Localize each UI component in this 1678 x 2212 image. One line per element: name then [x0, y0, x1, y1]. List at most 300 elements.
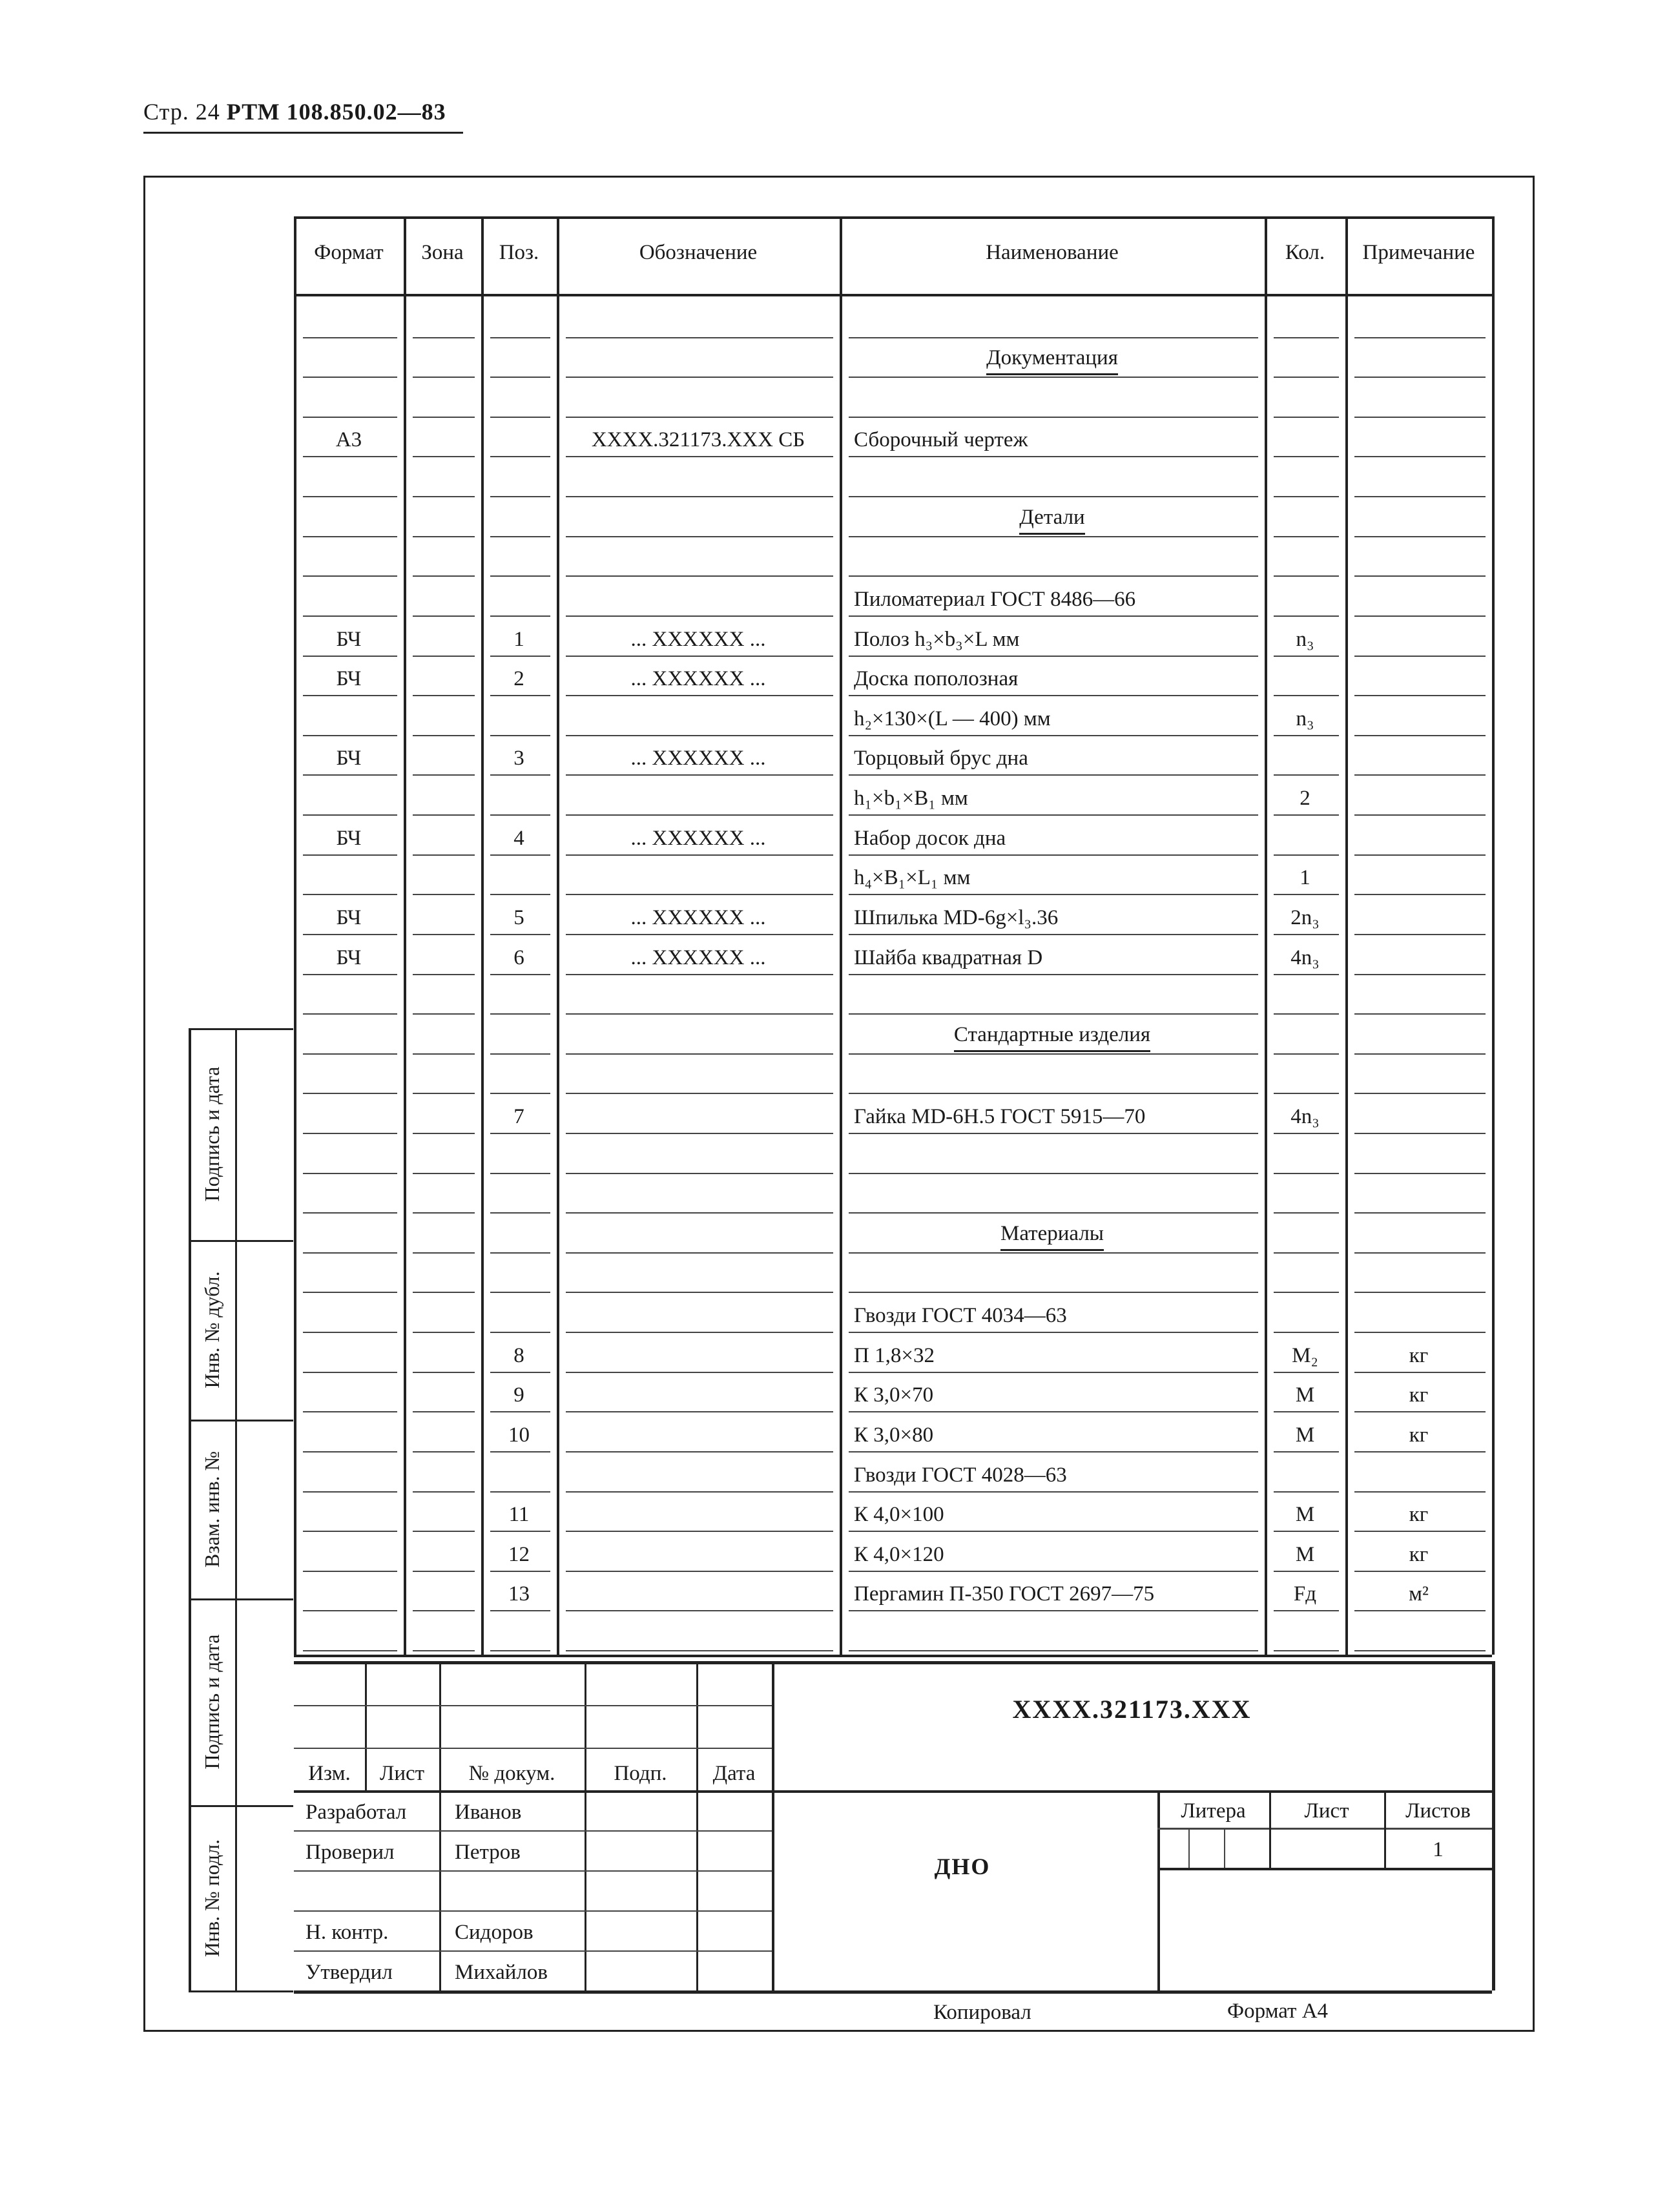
row-separator — [1354, 1332, 1486, 1333]
row-separator — [1274, 974, 1339, 975]
row-separator — [303, 1372, 397, 1373]
row-separator — [1274, 456, 1339, 457]
stamp-name: Петров — [455, 1841, 521, 1864]
row-separator — [1354, 1053, 1486, 1055]
side-label: Подпись и дата — [200, 1066, 223, 1202]
row-separator — [303, 854, 397, 856]
row-separator — [1354, 656, 1486, 657]
row-separator — [566, 695, 833, 696]
row-separator — [413, 1252, 475, 1254]
row-separator — [849, 1650, 1258, 1651]
row-separator — [413, 615, 475, 617]
cell-designation: ... ХХХХХХ ... — [630, 747, 766, 770]
row-separator — [1274, 1411, 1339, 1412]
row-separator — [303, 1650, 397, 1651]
row-separator — [1274, 337, 1339, 338]
side-separator — [189, 1240, 293, 1242]
row-separator — [1354, 854, 1486, 856]
cell-quantity: n₃ — [1296, 627, 1314, 651]
stamp-sub-row — [1157, 1828, 1492, 1830]
row-separator — [303, 377, 397, 378]
cell-quantity: 2n₃ — [1290, 905, 1320, 929]
row-separator — [303, 1610, 397, 1611]
row-separator — [849, 1292, 1258, 1293]
row-separator — [413, 1491, 475, 1493]
row-separator — [490, 337, 550, 338]
stamp-col-izm: Изм. — [308, 1762, 351, 1785]
column-divider — [404, 216, 406, 1655]
row-separator — [849, 934, 1258, 935]
row-separator — [566, 1451, 833, 1452]
cell-name: Доска пополозная — [854, 667, 1019, 691]
row-separator — [413, 1531, 475, 1532]
row-separator — [1354, 934, 1486, 935]
row-separator — [1354, 1013, 1486, 1015]
row-separator — [849, 1053, 1258, 1055]
cell-name: h₂×130×(L — 400) мм — [854, 707, 1051, 730]
row-separator — [1274, 615, 1339, 617]
row-separator — [1354, 1491, 1486, 1493]
section-heading — [840, 347, 1265, 369]
cell-note: кг — [1409, 1383, 1429, 1407]
cell-name: К 3,0×70 — [854, 1383, 934, 1407]
stamp-row-bold — [294, 1790, 1492, 1793]
row-separator — [566, 814, 833, 816]
row-separator — [1274, 1650, 1339, 1651]
row-separator — [849, 1531, 1258, 1532]
row-separator — [1354, 1252, 1486, 1254]
cell-position: 2 — [513, 667, 524, 691]
row-separator — [1354, 1093, 1486, 1094]
header-underline — [143, 132, 463, 134]
row-separator — [413, 496, 475, 497]
cell-quantity: 4n₃ — [1290, 946, 1320, 969]
cell-format: БЧ — [336, 667, 362, 691]
row-separator — [490, 1451, 550, 1452]
stamp-col-sign: Подп. — [614, 1762, 667, 1785]
row-separator — [566, 656, 833, 657]
row-separator — [490, 934, 550, 935]
row-separator — [566, 1053, 833, 1055]
section-heading-materials: Материалы — [1000, 1222, 1104, 1251]
cell-position: 1 — [513, 627, 524, 651]
row-separator — [566, 1013, 833, 1015]
cell-name: Пиломатериал ГОСТ 8486—66 — [854, 587, 1136, 611]
row-separator — [566, 1571, 833, 1572]
cell-quantity: Fд — [1293, 1582, 1317, 1606]
side-separator — [189, 1028, 293, 1030]
cell-designation: ... ХХХХХХ ... — [630, 826, 766, 850]
row-separator — [566, 1332, 833, 1333]
row-separator — [1354, 1650, 1486, 1651]
stamp-name: Михайлов — [455, 1961, 548, 1984]
cell-format: БЧ — [336, 905, 362, 929]
row-separator — [1274, 1212, 1339, 1214]
row-separator — [566, 417, 833, 418]
cell-position: 7 — [513, 1104, 524, 1128]
row-separator — [1354, 615, 1486, 617]
row-separator — [303, 1212, 397, 1214]
section-heading-details: Детали — [1019, 506, 1084, 535]
row-separator — [1274, 1451, 1339, 1452]
row-separator — [849, 974, 1258, 975]
row-separator — [490, 1133, 550, 1134]
cell-name: h₄×B₁×L₁ мм — [854, 866, 971, 890]
cell-name: Сборочный чертеж — [854, 428, 1028, 452]
row-separator — [1274, 1053, 1339, 1055]
row-separator — [490, 695, 550, 696]
side-separator — [189, 1598, 293, 1600]
row-separator — [1354, 337, 1486, 338]
copied-label: Копировал — [933, 2001, 1031, 2024]
row-separator — [1354, 1571, 1486, 1572]
row-separator — [566, 1133, 833, 1134]
row-separator — [413, 1372, 475, 1373]
cell-name: Набор досок дна — [854, 826, 1006, 850]
stamp-col-line — [585, 1790, 586, 1990]
outer-frame — [143, 176, 1535, 2032]
row-separator — [303, 536, 397, 537]
stamp-col-line — [696, 1790, 698, 1990]
row-separator — [490, 1491, 550, 1493]
row-separator — [566, 1173, 833, 1174]
column-divider — [840, 216, 842, 1655]
row-separator — [490, 1173, 550, 1174]
row-separator — [566, 456, 833, 457]
cell-name: Полоз h₃×b₃×L мм — [854, 627, 1020, 651]
row-separator — [566, 1531, 833, 1532]
cell-position: 12 — [508, 1542, 530, 1566]
row-separator — [1354, 974, 1486, 975]
row-separator — [490, 854, 550, 856]
row-separator — [1274, 894, 1339, 895]
row-separator — [566, 774, 833, 776]
row-separator — [303, 615, 397, 617]
row-separator — [413, 1571, 475, 1572]
row-separator — [566, 377, 833, 378]
column-header-name: Наименование — [986, 241, 1119, 264]
cell-position: 8 — [513, 1343, 524, 1367]
row-separator — [490, 1610, 550, 1611]
row-separator — [490, 496, 550, 497]
row-separator — [490, 1650, 550, 1651]
row-separator — [490, 974, 550, 975]
row-separator — [1274, 1571, 1339, 1572]
cell-name: h₁×b₁×B₁ мм — [854, 787, 968, 811]
row-separator — [490, 814, 550, 816]
row-separator — [413, 1610, 475, 1611]
row-separator — [490, 735, 550, 736]
row-separator — [849, 1372, 1258, 1373]
row-separator — [1354, 1531, 1486, 1532]
row-separator — [1274, 1491, 1339, 1493]
row-separator — [849, 814, 1258, 816]
row-separator — [1354, 536, 1486, 537]
column-header-designation: Обозначение — [639, 241, 758, 264]
row-separator — [413, 695, 475, 696]
row-separator — [413, 934, 475, 935]
stamp-name: Иванов — [455, 1801, 522, 1824]
row-separator — [849, 615, 1258, 617]
row-separator — [413, 575, 475, 577]
row-separator — [490, 536, 550, 537]
cell-note: м² — [1409, 1582, 1429, 1606]
stamp-role: Утвердил — [306, 1961, 393, 1984]
row-separator — [1274, 934, 1339, 935]
cell-designation: ... ХХХХХХ ... — [630, 667, 766, 691]
row-separator — [303, 1093, 397, 1094]
row-separator — [1274, 1610, 1339, 1611]
cell-quantity: 4n₃ — [1290, 1104, 1320, 1128]
litera-cell-line — [1188, 1828, 1190, 1868]
stamp-sheets-value: 1 — [1433, 1838, 1444, 1861]
row-separator — [849, 1491, 1258, 1493]
column-header-zone: Зона — [421, 241, 464, 264]
cell-quantity: 2 — [1300, 787, 1310, 811]
row-separator — [1274, 1133, 1339, 1134]
cell-name: К 4,0×120 — [854, 1542, 944, 1566]
row-separator — [849, 1411, 1258, 1412]
row-separator — [1354, 1610, 1486, 1611]
row-separator — [413, 1451, 475, 1452]
cell-format: БЧ — [336, 747, 362, 770]
row-separator — [1274, 536, 1339, 537]
row-separator — [1274, 656, 1339, 657]
row-separator — [566, 1372, 833, 1373]
row-separator — [1354, 1212, 1486, 1214]
row-separator — [303, 1571, 397, 1572]
row-separator — [490, 1053, 550, 1055]
stamp-row — [294, 1830, 772, 1832]
row-separator — [490, 1093, 550, 1094]
row-separator — [566, 1650, 833, 1651]
row-separator — [413, 974, 475, 975]
stamp-litera-label: Литера — [1181, 1799, 1246, 1823]
cell-position: 5 — [513, 905, 524, 929]
stamp-sheets-label: Листов — [1405, 1799, 1471, 1823]
cell-designation: ... ХХХХХХ ... — [630, 627, 766, 651]
row-separator — [1354, 735, 1486, 736]
row-separator — [303, 1332, 397, 1333]
stamp-col-date: Дата — [712, 1762, 756, 1785]
row-separator — [490, 656, 550, 657]
table-bottom-border — [294, 1655, 1492, 1657]
stamp-row — [294, 1950, 772, 1952]
row-separator — [566, 496, 833, 497]
row-separator — [490, 1332, 550, 1333]
row-separator — [1274, 496, 1339, 497]
row-separator — [413, 1292, 475, 1293]
row-separator — [490, 615, 550, 617]
side-separator — [189, 1420, 293, 1421]
format-label: Формат А4 — [1227, 2000, 1329, 2023]
row-separator — [1274, 1292, 1339, 1293]
stamp-row — [294, 1870, 772, 1872]
row-separator — [1354, 575, 1486, 577]
row-separator — [303, 1133, 397, 1134]
cell-name: Торцовый брус дна — [854, 747, 1028, 770]
row-separator — [413, 814, 475, 816]
stamp-right-border — [1492, 1661, 1495, 1990]
section-heading — [840, 507, 1265, 528]
stamp-title: ДНО — [934, 1854, 991, 1879]
row-separator — [490, 417, 550, 418]
row-separator — [849, 417, 1258, 418]
row-separator — [490, 456, 550, 457]
row-separator — [849, 575, 1258, 577]
row-separator — [849, 854, 1258, 856]
row-separator — [1274, 735, 1339, 736]
row-separator — [413, 417, 475, 418]
row-separator — [413, 656, 475, 657]
row-separator — [1274, 575, 1339, 577]
cell-position: 11 — [508, 1503, 530, 1527]
row-separator — [303, 1053, 397, 1055]
row-separator — [490, 894, 550, 895]
row-separator — [303, 1411, 397, 1412]
cell-note: кг — [1409, 1343, 1429, 1367]
row-separator — [849, 774, 1258, 776]
cell-name: Шпилька MD-6g×l₃.36 — [854, 905, 1059, 929]
cell-format: БЧ — [336, 826, 362, 850]
row-separator — [566, 1292, 833, 1293]
row-separator — [303, 1013, 397, 1015]
row-separator — [849, 1013, 1258, 1015]
row-separator — [1274, 1173, 1339, 1174]
row-separator — [303, 814, 397, 816]
cell-quantity: M — [1295, 1383, 1315, 1407]
row-separator — [1274, 695, 1339, 696]
row-separator — [849, 337, 1258, 338]
row-separator — [849, 1332, 1258, 1333]
row-separator — [849, 1093, 1258, 1094]
row-separator — [566, 934, 833, 935]
cell-position: 6 — [513, 946, 524, 969]
row-separator — [413, 1133, 475, 1134]
row-separator — [490, 1571, 550, 1572]
table-top-border — [294, 216, 1492, 219]
row-separator — [1354, 1292, 1486, 1293]
row-separator — [1354, 1372, 1486, 1373]
stamp-role: Разработал — [306, 1801, 407, 1824]
row-separator — [413, 735, 475, 736]
document-code: РТМ 108.850.02—83 — [226, 99, 446, 125]
stamp-document-code: ХХХХ.321173.ХХХ — [1012, 1695, 1252, 1724]
row-separator — [566, 735, 833, 736]
row-separator — [413, 1332, 475, 1333]
row-separator — [1354, 496, 1486, 497]
section-heading — [840, 1024, 1265, 1046]
row-separator — [1354, 894, 1486, 895]
side-label: Инв. № дубл. — [200, 1271, 223, 1389]
row-separator — [413, 1411, 475, 1412]
stamp-role: Проверил — [306, 1841, 395, 1864]
row-separator — [490, 1212, 550, 1214]
row-separator — [566, 615, 833, 617]
row-separator — [413, 1212, 475, 1214]
cell-format: БЧ — [336, 627, 362, 651]
cell-quantity: M — [1295, 1542, 1315, 1566]
side-separator — [189, 1805, 293, 1807]
stamp-row — [294, 1910, 772, 1912]
row-separator — [849, 1610, 1258, 1611]
header-bottom-border — [294, 294, 1492, 296]
stamp-row — [294, 1748, 772, 1749]
row-separator — [1354, 774, 1486, 776]
row-separator — [1354, 377, 1486, 378]
row-separator — [303, 417, 397, 418]
cell-quantity: n₃ — [1296, 707, 1314, 730]
row-separator — [1274, 814, 1339, 816]
column-header-note: Примечание — [1362, 241, 1475, 264]
row-separator — [849, 1571, 1258, 1572]
row-separator — [490, 1252, 550, 1254]
row-separator — [1354, 1451, 1486, 1452]
row-separator — [303, 695, 397, 696]
row-separator — [1274, 1013, 1339, 1015]
row-separator — [1354, 695, 1486, 696]
row-separator — [849, 735, 1258, 736]
cell-position: 9 — [513, 1383, 524, 1407]
row-separator — [413, 774, 475, 776]
stamp-col-doc: № докум. — [468, 1762, 555, 1785]
cell-quantity: M₂ — [1292, 1343, 1318, 1367]
row-separator — [413, 456, 475, 457]
row-separator — [566, 1252, 833, 1254]
row-separator — [1274, 1332, 1339, 1333]
row-separator — [490, 1531, 550, 1532]
row-separator — [490, 575, 550, 577]
row-separator — [849, 496, 1258, 497]
row-separator — [566, 1093, 833, 1094]
row-separator — [303, 934, 397, 935]
row-separator — [566, 536, 833, 537]
row-separator — [566, 974, 833, 975]
cell-format: А3 — [335, 428, 362, 452]
row-separator — [1354, 814, 1486, 816]
row-separator — [413, 337, 475, 338]
column-divider — [1492, 216, 1495, 1655]
row-separator — [303, 656, 397, 657]
row-separator — [303, 1292, 397, 1293]
row-separator — [849, 695, 1258, 696]
cell-note: кг — [1409, 1423, 1429, 1447]
row-separator — [566, 575, 833, 577]
page-header — [143, 98, 446, 125]
row-separator — [849, 894, 1258, 895]
row-separator — [303, 496, 397, 497]
row-separator — [413, 1013, 475, 1015]
row-separator — [1354, 1411, 1486, 1412]
stamp-role: Н. контр. — [306, 1921, 389, 1944]
cell-position: 4 — [513, 826, 524, 850]
stamp-row — [294, 1705, 772, 1706]
row-separator — [849, 536, 1258, 537]
row-separator — [303, 1491, 397, 1493]
row-separator — [303, 456, 397, 457]
row-separator — [303, 894, 397, 895]
row-separator — [849, 377, 1258, 378]
row-separator — [303, 337, 397, 338]
cell-format: БЧ — [336, 946, 362, 969]
row-separator — [303, 774, 397, 776]
side-inner-border — [235, 1028, 237, 1990]
row-separator — [1354, 417, 1486, 418]
section-heading-standard: Стандартные изделия — [954, 1023, 1150, 1052]
cell-position: 3 — [513, 747, 524, 770]
row-separator — [1274, 1531, 1339, 1532]
row-separator — [413, 854, 475, 856]
